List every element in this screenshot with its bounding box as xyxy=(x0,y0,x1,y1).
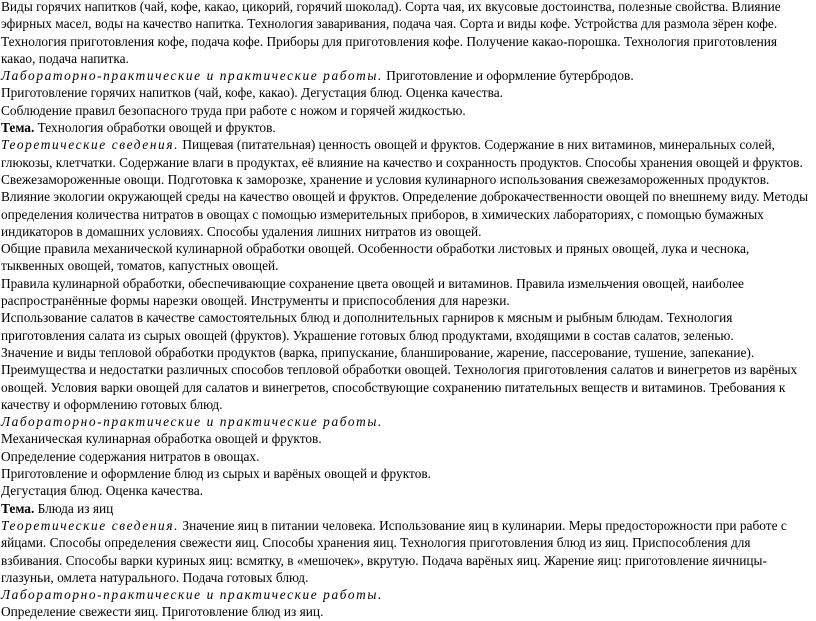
paragraph xyxy=(1,517,813,586)
paragraph-text: Дегустация блюд. Оценка качества. xyxy=(1,483,203,499)
section-heading: Теоретические сведения. xyxy=(1,137,180,153)
paragraph-text: Приготовление и оформление бутербродов. xyxy=(382,68,634,84)
section-heading: Лабораторно-практические и практические работы. xyxy=(1,414,383,430)
topic-label: Тема. xyxy=(1,500,35,516)
paragraph xyxy=(1,603,813,620)
paragraph-text: Приготовление и оформление блюд из сырых и варёных овощей и фруктов. xyxy=(1,466,431,482)
paragraph-text: Приготовление горячих напитков (чай, кофе, какао). Дегустация блюд. Оценка качества. xyxy=(1,85,504,101)
document-body xyxy=(1,0,813,621)
topic-label: Тема. xyxy=(1,120,35,136)
section-heading: Теоретические сведения. xyxy=(1,517,180,533)
paragraph xyxy=(1,275,813,310)
paragraph xyxy=(1,188,813,240)
paragraph xyxy=(1,413,813,430)
paragraph xyxy=(1,344,813,413)
paragraph-text: Определение содержания нитратов в овощах. xyxy=(1,448,260,464)
paragraph-text: Значение и виды тепловой обработки продуктов (варка, припускание, бланширование, жарение, пассерование, тушение, запекание). Преимущества и недостатки различных способов тепловой обработки овощей. Технология приготовления салатов и винегретов из варёных овощей. Условия варки овощей для салатов и винегретов, способствующие сохранению питательных веществ и витаминов. Требования к качеству и оформлению готовых блюд. xyxy=(1,344,798,412)
paragraph xyxy=(1,119,813,136)
paragraph-text: Блюда из яиц xyxy=(34,500,114,516)
paragraph xyxy=(1,465,813,482)
paragraph xyxy=(1,0,813,67)
paragraph-text: Механическая кулинарная обработка овощей и фруктов. xyxy=(1,431,322,447)
paragraph-text: Влияние экологии окружающей среды на качество овощей и фруктов. Определение доброкачественности овощей по внешнему виду. Методы определения количества нитратов в овощах с помощью измерительных приборов, в химических лабораториях, с помощью бумажных индикаторов в домашних условиях. Способы удаления лишних нитратов из овощей. xyxy=(1,189,809,239)
paragraph-text: Виды горячих напитков (чай, кофе, какао, цикорий, горячий шоколад). Сорта чая, их вкусовые достоинства, полезные свойства. Влияние эфирных масел, воды на качество напитка. Технология заваривания, подача чая. Сорта и виды кофе. Устройства для размола зёрен кофе. Технология приготовления кофе, подача кофе. Приборы для приготовления кофе. Получение какао-порошка. Технология приготовления какао, подача напитка. xyxy=(1,0,781,66)
paragraph-text: Общие правила механической кулинарной обработки овощей. Особенности обработки листовых и пряных овощей, лука и чеснока, тыквенных овощей, томатов, капустных овощей. xyxy=(1,241,750,274)
section-heading: Лабораторно-практические и практические работы. xyxy=(1,68,383,84)
paragraph xyxy=(1,448,813,465)
section-heading: Лабораторно-практические и практические работы. xyxy=(1,587,383,603)
paragraph xyxy=(1,84,813,101)
paragraph-text: Значение яиц в питании человека. Использование яиц в кулинарии. Меры предосторожности при работе с яйцами. Способы определения свежести яиц. Способы хранения яиц. Технология приготовления блюд из яиц. Приспособления для взбивания. Способы варки куриных яиц: всмятку, в «мешочек», вкрутую. Подача варёных яиц. Жарение яиц: приготовление яичницы-глазуньи, омлета натурального. Подача готовых блюд. xyxy=(1,517,787,585)
paragraph xyxy=(1,240,813,275)
paragraph xyxy=(1,586,813,603)
paragraph-text: Технология обработки овощей и фруктов. xyxy=(34,120,276,136)
paragraph xyxy=(1,67,813,84)
paragraph xyxy=(1,500,813,517)
paragraph-text: Соблюдение правил безопасного труда при работе с ножом и горячей жидкостью. xyxy=(1,102,466,118)
paragraph-text: Использование салатов в качестве самостоятельных блюд и дополнительных гарниров к мясным и рыбным блюдам. Технология приготовления салата из сырых овощей (фруктов). Украшение готовых блюд продуктами, входящими в состав салатов, зеленью. xyxy=(1,310,734,343)
paragraph xyxy=(1,430,813,447)
paragraph xyxy=(1,102,813,119)
paragraph-text: Правила кулинарной обработки, обеспечивающие сохранение цвета овощей и витаминов. Правила измельчения овощей, наиболее распространённые формы нарезки овощей. Инструменты и приспособления для нарезки. xyxy=(1,275,744,309)
paragraph-text: Определение свежести яиц. Приготовление блюд из яиц. xyxy=(1,604,324,620)
paragraph-text: Пищевая (питательная) ценность овощей и фруктов. Содержание в них витаминов, минеральных солей, глюкозы, клетчатки. Содержание влаги в продуктах, её влияние на качество и сохранность продуктов. Способы хранения овощей и фруктов. Свежезамороженные овощи. Подготовка к заморозке, хранение и условия кулинарного использования свежезамороженных продуктов. xyxy=(1,137,803,187)
paragraph xyxy=(1,309,813,344)
paragraph xyxy=(1,136,813,188)
paragraph xyxy=(1,482,813,499)
